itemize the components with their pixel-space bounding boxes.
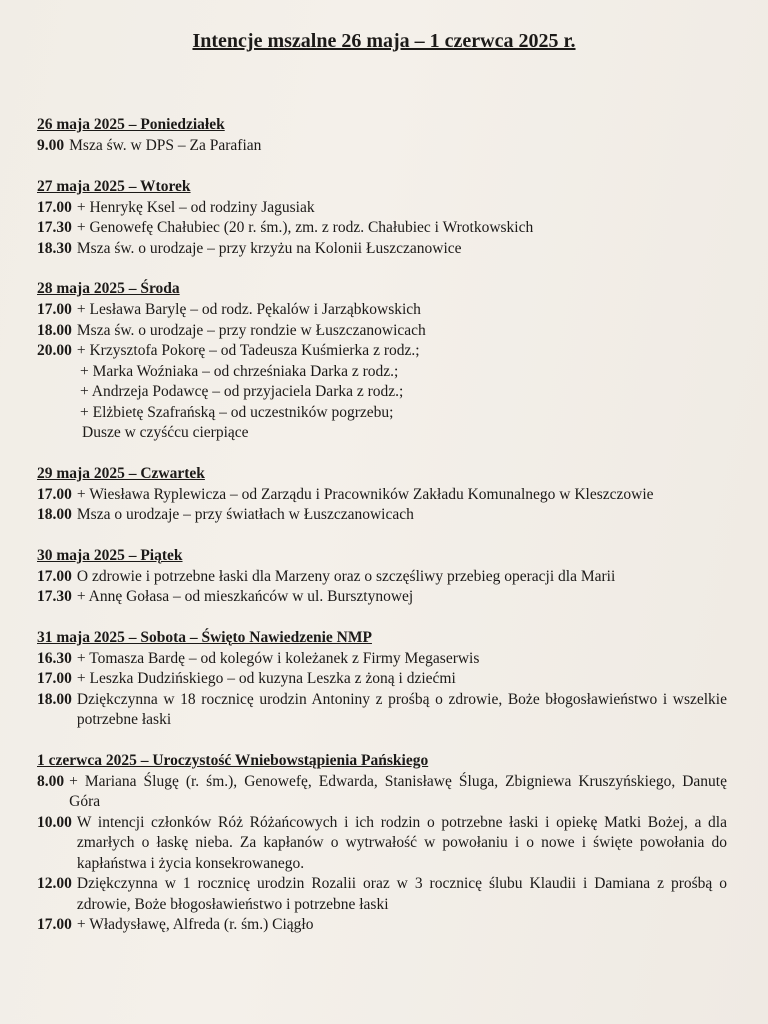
mass-intention: + Krzysztofa Pokorę – od Tadeusza Kuśmierka z rodz.;	[76, 342, 420, 359]
mass-time: 9.00	[37, 137, 65, 154]
day-header: 1 czerwca 2025 – Uroczystość Wniebowstąpienia Pańskiego	[37, 751, 429, 769]
mass-time: 17.30	[37, 219, 72, 236]
mass-intention: + Wiesława Ryplewicza – od Zarządu i Pracowników Zakładu Komunalnego w Kleszczowie	[76, 485, 654, 503]
mass-entry	[37, 813, 727, 875]
mass-entry	[37, 198, 727, 219]
mass-entry	[37, 341, 727, 362]
mass-intention: Msza św. o urodzaje – przy krzyżu na Kolonii Łuszczanowice	[76, 239, 462, 257]
day-section	[37, 279, 727, 444]
mass-entry	[37, 300, 727, 321]
day-section	[37, 628, 727, 731]
day-section	[37, 751, 727, 936]
mass-time: 12.00	[37, 875, 72, 892]
mass-intention: + Lesława Barylę – od rodz. Pękalów i Jarząbkowskich	[76, 301, 421, 318]
intentions-list	[37, 115, 727, 956]
mass-entry	[37, 485, 727, 506]
mass-time: 17.00	[37, 916, 72, 933]
mass-intention: + Annę Gołasa – od mieszkańców w ul. Bursztynowej	[76, 588, 414, 605]
mass-intention: + Władysławę, Alfreda (r. śm.) Ciągło	[76, 916, 314, 933]
mass-time: 17.00	[37, 485, 72, 503]
mass-time: 17.00	[37, 670, 72, 687]
mass-intention: Dziękczynna w 18 rocznicę urodzin Antoniny z prośbą o zdrowie, Boże błogosławieństwo i wszelkie potrzebne łaski	[76, 690, 727, 728]
mass-intention: + Henrykę Ksel – od rodziny Jagusiak	[76, 198, 315, 216]
mass-entry	[37, 772, 727, 813]
day-header: 30 maja 2025 – Piątek	[37, 546, 183, 564]
mass-entry	[37, 649, 727, 670]
intention-continuation: + Andrzeja Podawcę – od przyjaciela Darka z rodz.;	[80, 383, 404, 400]
mass-time: 20.00	[37, 342, 72, 359]
page-title: Intencje mszalne 26 maja – 1 czerwca 2025 r.	[192, 30, 576, 52]
mass-intention: Dziękczynna w 1 rocznicę urodzin Rozalii oraz w 3 rocznicę ślubu Klaudii i Damiana z prośbą o zdrowie, Boże błogosławieństwo i potrzebne łaski	[76, 875, 727, 913]
mass-time: 8.00	[37, 772, 65, 790]
mass-entry	[37, 567, 727, 588]
mass-intention: Msza św. o urodzaje – przy rondzie w Łuszczanowicach	[76, 321, 426, 339]
mass-entry	[37, 505, 727, 526]
intention-continuation: + Elżbietę Szafrańską – od uczestników pogrzebu;	[80, 403, 394, 421]
day-header: 28 maja 2025 – Środa	[37, 280, 180, 297]
mass-entry	[37, 239, 727, 260]
day-header: 29 maja 2025 – Czwartek	[37, 464, 205, 482]
mass-intention: + Leszka Dudzińskiego – od kuzyna Leszka z żoną i dziećmi	[76, 670, 456, 687]
mass-entry	[37, 218, 727, 239]
day-header: 27 maja 2025 – Wtorek	[37, 177, 191, 195]
intention-continuation: Dusze w czyśćcu cierpiące	[82, 424, 249, 441]
mass-time: 18.30	[37, 239, 72, 257]
mass-entry	[37, 690, 727, 731]
intention-continuation: + Marka Woźniaka – od chrześniaka Darka z rodz.;	[80, 362, 399, 380]
mass-entry	[37, 874, 727, 915]
mass-intention: + Mariana Ślugę (r. śm.), Genowefę, Edwarda, Stanisławę Śluga, Zbigniewa Kruszyńskiego, Danutę Góra	[69, 772, 727, 810]
day-section	[37, 177, 727, 260]
mass-time: 18.00	[37, 506, 72, 523]
mass-time: 18.00	[37, 321, 72, 339]
mass-intention: + Genowefę Chałubiec (20 r. śm.), zm. z rodz. Chałubiec i Wrotkowskich	[76, 219, 534, 236]
mass-time: 17.00	[37, 198, 72, 216]
mass-time: 17.30	[37, 588, 72, 605]
mass-entry	[37, 321, 727, 342]
mass-intention: O zdrowie i potrzebne łaski dla Marzeny oraz o szczęśliwy przebieg operacji dla Marii	[76, 567, 616, 585]
mass-time: 18.00	[37, 690, 72, 708]
day-section	[37, 546, 727, 608]
day-header: 31 maja 2025 – Sobota – Święto Nawiedzenie NMP	[37, 628, 372, 646]
mass-entry	[37, 669, 727, 690]
day-section	[37, 115, 727, 157]
day-section	[37, 464, 727, 526]
mass-entry	[37, 587, 727, 608]
mass-intention: W intencji członków Róż Różańcowych i ich rodzin o potrzebne łaski i opiekę Matki Bożej, a dla zmarłych o łaskę nieba. Za kapłanów o wytrwałość w powołaniu i o nowe i święte powołania do kapłaństwa i życia konsekrowanego.	[76, 813, 727, 872]
mass-time: 17.00	[37, 567, 72, 585]
mass-intention: Msza św. w DPS – Za Parafian	[69, 137, 262, 154]
mass-intention: Msza o urodzaje – przy światłach w Łuszczanowicach	[76, 506, 414, 523]
mass-time: 17.00	[37, 301, 72, 318]
mass-time: 16.30	[37, 649, 72, 667]
day-header: 26 maja 2025 – Poniedziałek	[37, 116, 225, 133]
mass-entry	[37, 915, 727, 936]
mass-entry	[37, 136, 727, 157]
mass-intention: + Tomasza Bardę – od kolegów i koleżanek z Firmy Megaserwis	[76, 649, 480, 667]
mass-time: 10.00	[37, 813, 72, 831]
